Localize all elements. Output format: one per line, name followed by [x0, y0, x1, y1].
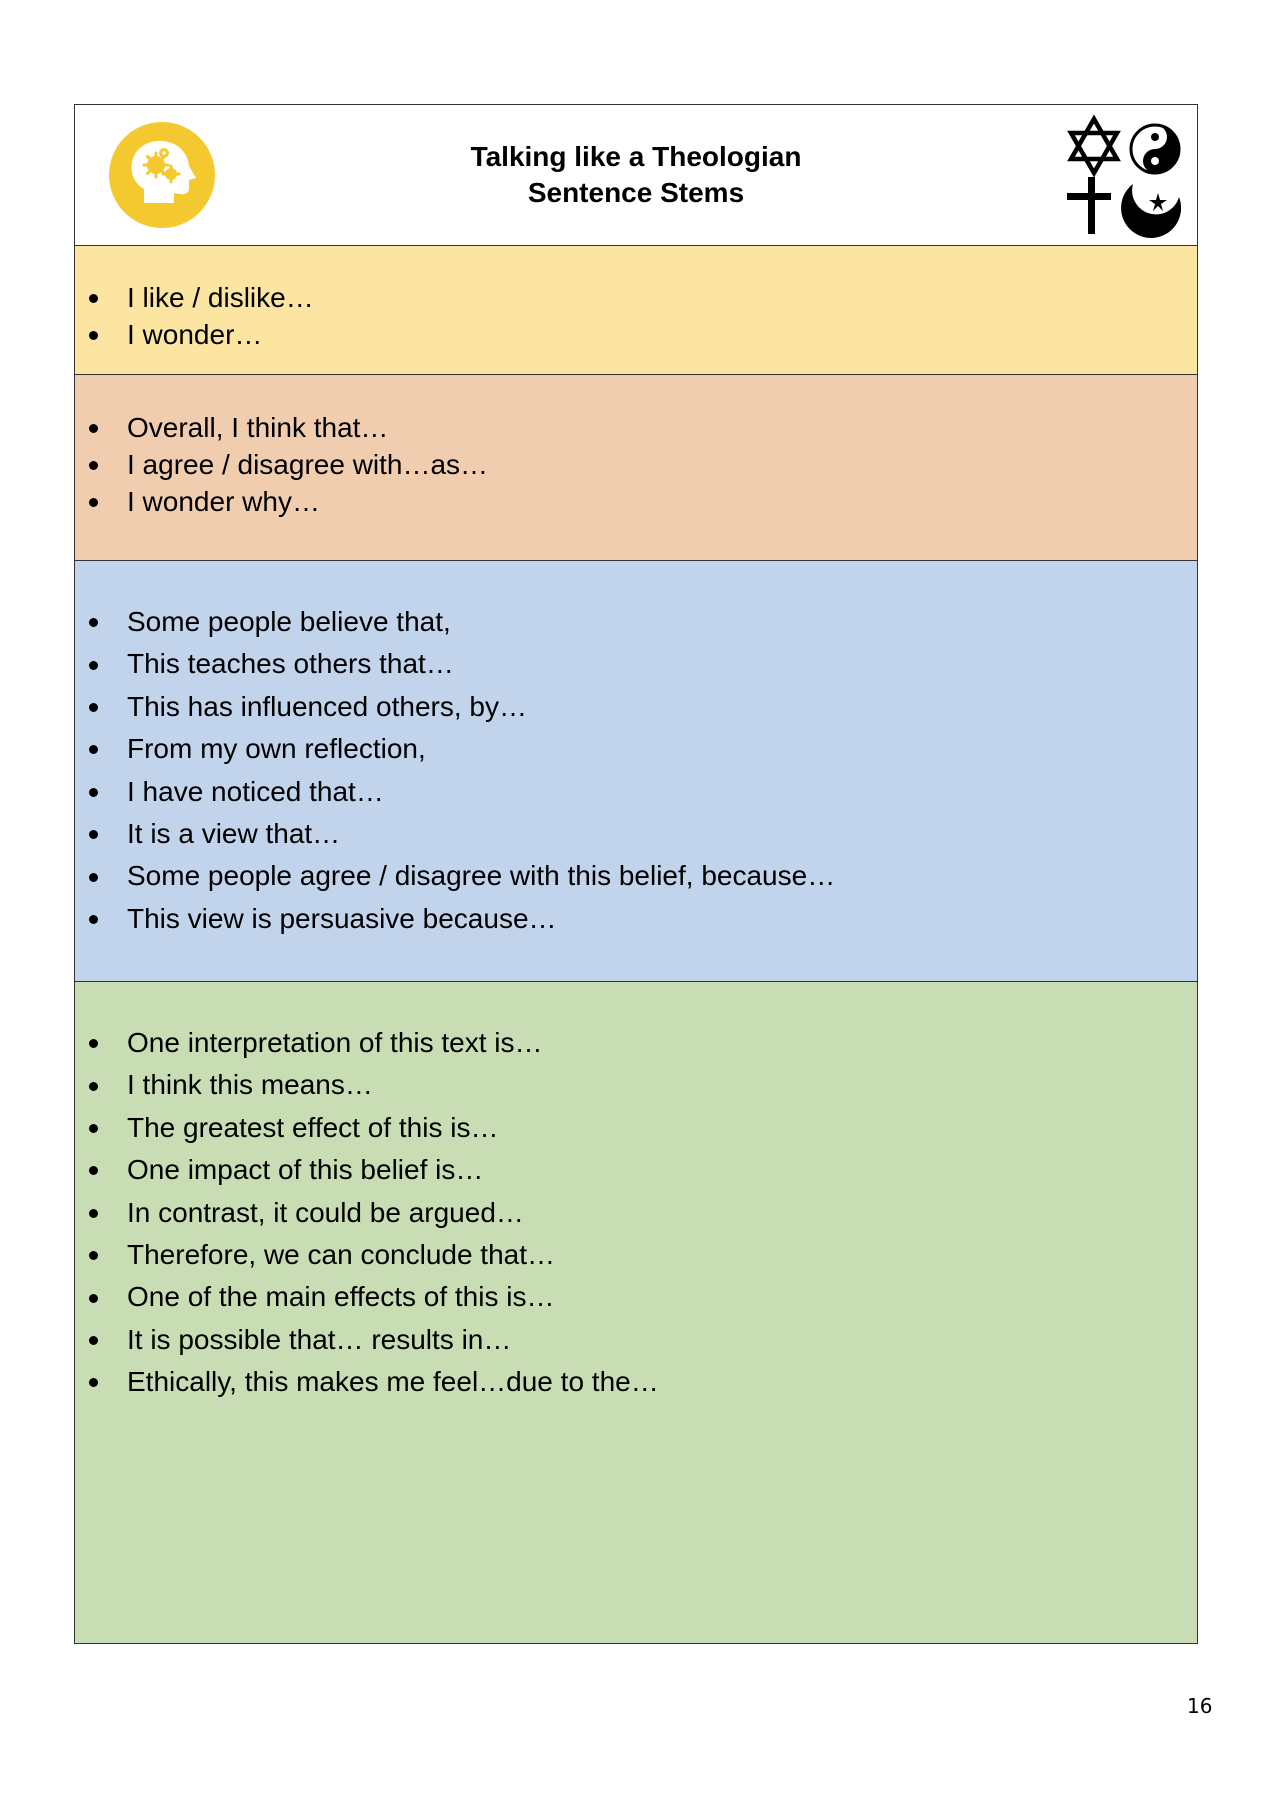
- list-item: One interpretation of this text is…: [75, 1022, 1197, 1064]
- sentence-stems-sheet: [74, 104, 1198, 1644]
- star-and-crescent-icon: [1121, 184, 1181, 238]
- stem-list: [75, 601, 1197, 940]
- list-item: One impact of this belief is…: [75, 1149, 1197, 1191]
- list-item: From my own reflection,: [75, 728, 1197, 770]
- list-item: I wonder why…: [75, 483, 1197, 520]
- section-opinion: [75, 375, 1197, 561]
- stem-list: [75, 1022, 1197, 1404]
- list-item: I agree / disagree with…as…: [75, 446, 1197, 483]
- list-item: It is a view that…: [75, 813, 1197, 855]
- stem-list: [75, 279, 1197, 353]
- list-item: I think this means…: [75, 1064, 1197, 1106]
- faith-symbols: [1062, 113, 1187, 238]
- list-item: Some people agree / disagree with this belief, because…: [75, 855, 1197, 897]
- section-viewpoints: [75, 561, 1197, 982]
- header: [75, 105, 1197, 246]
- list-item: In contrast, it could be argued…: [75, 1192, 1197, 1234]
- title-block: [75, 139, 1197, 211]
- christian-cross-icon: [1067, 177, 1111, 234]
- list-item: This view is persuasive because…: [75, 898, 1197, 940]
- list-item: I have noticed that…: [75, 771, 1197, 813]
- list-item: Ethically, this makes me feel…due to the…: [75, 1361, 1197, 1403]
- page-title: Talking like a Theologian: [470, 141, 802, 172]
- section-evaluation: [75, 982, 1197, 1643]
- yin-yang-icon: [1131, 125, 1179, 173]
- list-item: Some people believe that,: [75, 601, 1197, 643]
- list-item: I wonder…: [75, 316, 1197, 353]
- page-number: 16: [1187, 1694, 1213, 1718]
- page-subtitle: Sentence Stems: [527, 177, 745, 208]
- list-item: The greatest effect of this is…: [75, 1107, 1197, 1149]
- list-item: It is possible that… results in…: [75, 1319, 1197, 1361]
- list-item: One of the main effects of this is…: [75, 1276, 1197, 1318]
- stem-list: [75, 409, 1197, 520]
- list-item: This has influenced others, by…: [75, 686, 1197, 728]
- list-item: This teaches others that…: [75, 643, 1197, 685]
- list-item: Overall, I think that…: [75, 409, 1197, 446]
- list-item: I like / dislike…: [75, 279, 1197, 316]
- star-of-david-icon: [1071, 119, 1117, 173]
- list-item: Therefore, we can conclude that…: [75, 1234, 1197, 1276]
- section-reaction: [75, 246, 1197, 375]
